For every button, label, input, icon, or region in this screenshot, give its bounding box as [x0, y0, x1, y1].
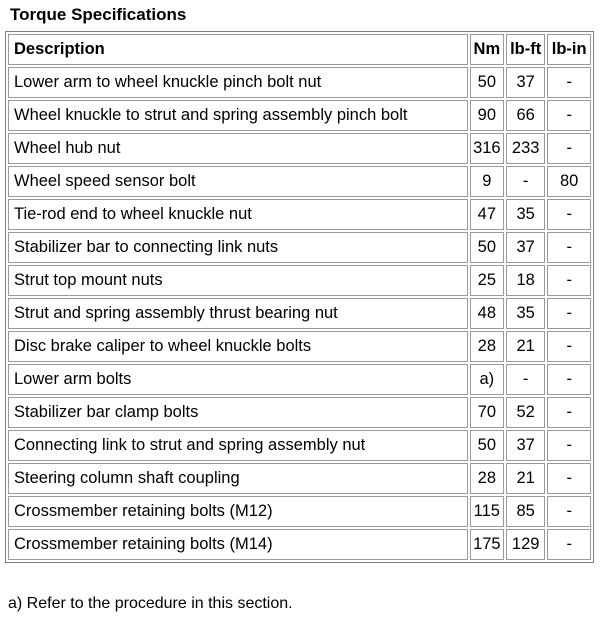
cell-lbft: -: [506, 166, 545, 197]
header-nm: Nm: [470, 34, 504, 65]
cell-lbin: -: [547, 100, 591, 131]
cell-description: Wheel hub nut: [8, 133, 468, 164]
cell-lbin: -: [547, 463, 591, 494]
cell-lbft: 21: [506, 331, 545, 362]
cell-lbin: -: [547, 529, 591, 560]
cell-lbft: 35: [506, 199, 545, 230]
table-row: [8, 463, 591, 494]
table-row: [8, 67, 591, 98]
table-row: [8, 133, 591, 164]
table-row: [8, 100, 591, 131]
cell-nm: 25: [470, 265, 504, 296]
table-row: [8, 199, 591, 230]
table-header-row: [8, 34, 591, 65]
header-lbin: lb-in: [547, 34, 591, 65]
cell-description: Wheel speed sensor bolt: [8, 166, 468, 197]
cell-lbin: -: [547, 265, 591, 296]
table-row: [8, 397, 591, 428]
cell-lbft: 129: [506, 529, 545, 560]
cell-lbft: 233: [506, 133, 545, 164]
cell-description: Strut top mount nuts: [8, 265, 468, 296]
table-row: [8, 430, 591, 461]
cell-lbin: -: [547, 298, 591, 329]
footnote: a) Refer to the procedure in this section.: [8, 595, 293, 612]
cell-nm: 48: [470, 298, 504, 329]
table-row: [8, 298, 591, 329]
cell-nm: 50: [470, 430, 504, 461]
torque-spec-table: [5, 31, 594, 563]
cell-description: Tie-rod end to wheel knuckle nut: [8, 199, 468, 230]
cell-nm: 50: [470, 232, 504, 263]
cell-nm: 175: [470, 529, 504, 560]
cell-nm: 28: [470, 331, 504, 362]
cell-nm: 47: [470, 199, 504, 230]
cell-lbft: 35: [506, 298, 545, 329]
cell-lbin: -: [547, 232, 591, 263]
table-row: [8, 529, 591, 560]
cell-nm: 70: [470, 397, 504, 428]
cell-description: Crossmember retaining bolts (M14): [8, 529, 468, 560]
cell-description: Crossmember retaining bolts (M12): [8, 496, 468, 527]
table-row: [8, 496, 591, 527]
cell-lbft: -: [506, 364, 545, 395]
cell-nm: 90: [470, 100, 504, 131]
cell-description: Connecting link to strut and spring assembly nut: [8, 430, 468, 461]
cell-description: Disc brake caliper to wheel knuckle bolts: [8, 331, 468, 362]
cell-description: Stabilizer bar clamp bolts: [8, 397, 468, 428]
cell-nm: a): [470, 364, 504, 395]
cell-lbin: -: [547, 430, 591, 461]
cell-lbin: 80: [547, 166, 591, 197]
cell-lbin: -: [547, 397, 591, 428]
cell-description: Steering column shaft coupling: [8, 463, 468, 494]
table-row: [8, 166, 591, 197]
header-description: Description: [8, 34, 468, 65]
table-body: [8, 67, 591, 560]
cell-nm: 28: [470, 463, 504, 494]
cell-description: Wheel knuckle to strut and spring assembly pinch bolt: [8, 100, 468, 131]
header-lbft: lb-ft: [506, 34, 545, 65]
table-row: [8, 331, 591, 362]
cell-lbin: -: [547, 199, 591, 230]
table-row: [8, 265, 591, 296]
cell-lbft: 66: [506, 100, 545, 131]
cell-lbft: 37: [506, 430, 545, 461]
cell-lbft: 18: [506, 265, 545, 296]
cell-nm: 50: [470, 67, 504, 98]
cell-lbft: 85: [506, 496, 545, 527]
cell-lbin: -: [547, 67, 591, 98]
cell-lbin: -: [547, 133, 591, 164]
table-row: [8, 232, 591, 263]
cell-lbin: -: [547, 331, 591, 362]
table-row: [8, 364, 591, 395]
cell-lbft: 37: [506, 232, 545, 263]
cell-description: Stabilizer bar to connecting link nuts: [8, 232, 468, 263]
cell-description: Strut and spring assembly thrust bearing nut: [8, 298, 468, 329]
cell-lbin: -: [547, 364, 591, 395]
cell-description: Lower arm to wheel knuckle pinch bolt nut: [8, 67, 468, 98]
cell-lbft: 37: [506, 67, 545, 98]
cell-description: Lower arm bolts: [8, 364, 468, 395]
cell-nm: 316: [470, 133, 504, 164]
cell-nm: 9: [470, 166, 504, 197]
cell-nm: 115: [470, 496, 504, 527]
cell-lbft: 52: [506, 397, 545, 428]
page-title: Torque Specifications: [10, 5, 187, 24]
cell-lbin: -: [547, 496, 591, 527]
cell-lbft: 21: [506, 463, 545, 494]
